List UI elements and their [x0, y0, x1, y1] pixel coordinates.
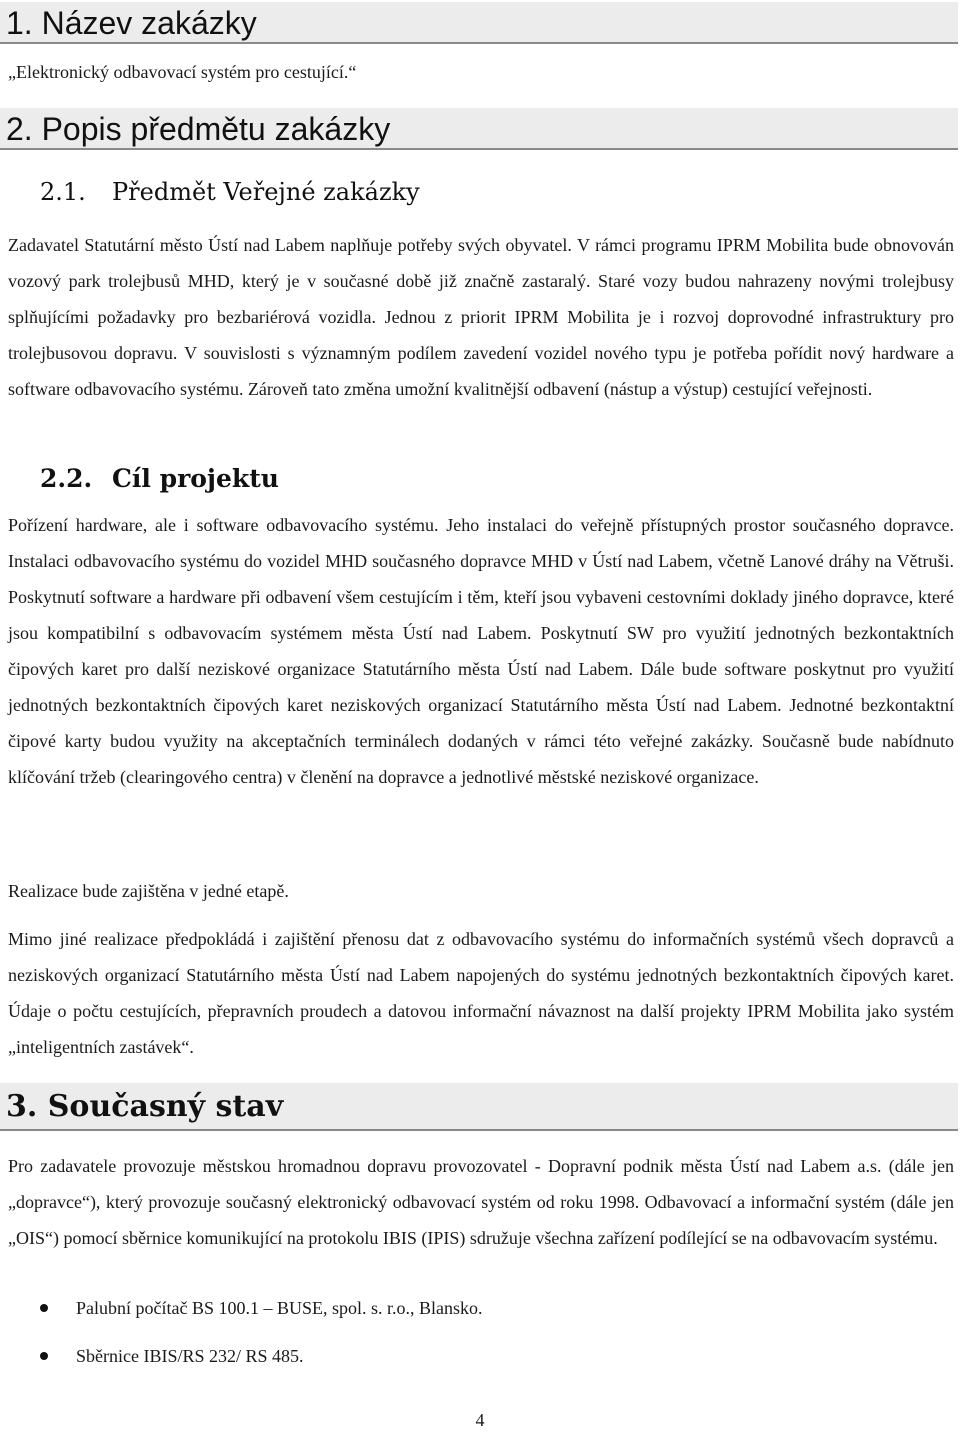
paragraph-data-transfer: Mimo jiné realizace předpokládá i zajištění přenosu dat z odbavovacího systému do informačních systémů všech dopravců a neziskových organizací Statutárního města Ústí nad Labem napojených do systému jednotných bezkontaktních čipových karet. Údaje o počtu cestujících, přepravních proudech a datovou informační návaznost na další projekty IPRM Mobilita jako systém „inteligentních zastávek“.: [8, 929, 954, 1057]
subsection-title: Předmět Veřejné zakázky: [112, 178, 420, 206]
heading-section-3: 3. Současný stav: [0, 1083, 958, 1131]
list-item-text: Sběrnice IBIS/RS 232/ RS 485.: [76, 1346, 304, 1366]
list-item: [0, 1338, 960, 1386]
heading-section-2: 2. Popis předmětu zakázky: [0, 108, 958, 150]
subsection-title: Cíl projektu: [112, 464, 279, 493]
subsection-number: 2.1.: [40, 178, 86, 206]
list-item-text: Palubní počítač BS 100.1 – BUSE, spol. s. r.o., Blansko.: [76, 1298, 483, 1318]
bullet-dot-icon: [40, 1304, 48, 1312]
heading-subsection-2-1: [40, 178, 420, 206]
list-item: [0, 1290, 960, 1338]
heading-section-1: 1. Název zakázky: [0, 2, 958, 44]
paragraph-current-state: Pro zadavatele provozuje městskou hromadnou dopravu provozovatel - Dopravní podnik města Ústí nad Labem a.s. (dále jen „dopravce“), který provozuje současný elektronický odbavovací systém od roku 1998. Odbavovací a informační systém (dále jen „OIS“) pomocí sběrnice komunikující na protokolu IBIS (IPIS) sdružuje všechna zařízení podílející se na odbavovacím systému.: [8, 1156, 954, 1248]
paragraph-project-goal: Pořízení hardware, ale i software odbavovacího systému. Jeho instalaci do veřejně přístupných prostor současného dopravce. Instalaci odbavovacího systému do vozidel MHD současného dopravce MHD v Ústí nad Labem, včetně Lanové dráhy na Větruši. Poskytnutí software a hardware při odbavení všem cestujícím i těm, kteří jsou vybaveni cestovními doklady jiného dopravce, které jsou kompatibilní s odbavovacím systémem města Ústí nad Labem. Poskytnutí SW pro využití jednotných bezkontaktních čipových karet pro další neziskové organizace Statutárního města Ústí nad Labem. Dále bude software poskytnut pro využití jednotných bezkontaktních čipových karet neziskových organizací Statutárního města Ústí nad Labem. Jednotné bezkontaktní čipové karty budou využity na akceptačních terminálech dodaných v rámci této veřejné zakázky. Současně bude nabídnuto klíčování tržeb (clearingového centra) v členění na dopravce a jednotlivé městské neziskové organizace.: [8, 515, 954, 787]
subsection-number: 2.2.: [40, 464, 93, 493]
bullet-list: [0, 1290, 960, 1386]
contract-title: „Elektronický odbavovací systém pro cestující.“: [8, 62, 357, 82]
bullet-dot-icon: [40, 1352, 48, 1360]
page-number: 4: [475, 1410, 485, 1430]
paragraph-subject: Zadavatel Statutární město Ústí nad Labem naplňuje potřeby svých obyvatel. V rámci programu IPRM Mobilita bude obnovován vozový park trolejbusů MHD, který je v současné době již značně zastaralý. Staré vozy budou nahrazeny novými trolejbusy splňujícími požadavky pro bezbariérová vozidla. Jednou z priorit IPRM Mobilita je i rozvoj doprovodné infrastruktury pro trolejbusovou dopravu. V souvislosti s významným podílem zavedení vozidel nového typu je potřeba pořídit nový hardware a software odbavovacího systému. Zároveň tato změna umožní kvalitnější odbavení (nástup a výstup) cestující veřejnosti.: [8, 235, 954, 399]
paragraph-implementation: Realizace bude zajištěna v jedné etapě.: [8, 881, 289, 901]
heading-subsection-2-2: [40, 464, 279, 493]
